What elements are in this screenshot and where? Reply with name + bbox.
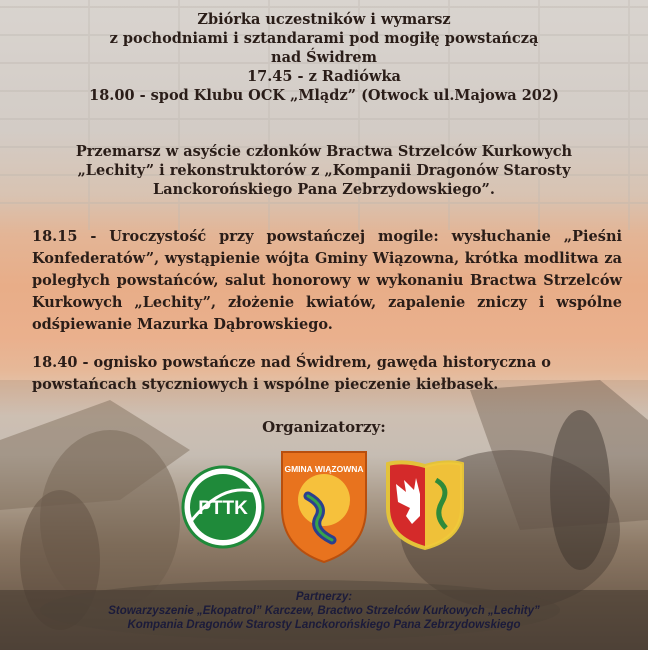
pttk-logo [178,462,268,552]
assembly-line-2: z pochodniami i sztandarami pod mogiłę powstańczą [109,30,539,47]
assembly-line-1: Zbiórka uczestników i wymarsz [197,11,451,28]
bonfire-line-1: 18.40 - ognisko powstańcze nad Świdrem, gawęda historyczna o [32,354,551,371]
partners-title: Partnerzy: [295,591,353,603]
bonfire-line-2: powstańcach styczniowych i wspólne pieczenie kiełbasek. [32,376,499,393]
partners-line-2: Kompania Dragonów Starosty Lanckorońskiego Pana Zebrzydowskiego [127,619,521,631]
bonfire-paragraph [32,352,622,396]
coat-of-arms-logo [384,458,466,552]
gmina-logo-text: GMINA WIĄZOWNA [284,464,364,474]
pttk-logo-text: PTTK [198,498,248,519]
march-line-1: Przemarsz w asyście członków Bractwa Strzelców Kurkowych [75,143,573,160]
gmina-wiazowna-logo [278,448,370,566]
organizers-title: Organizatorzy: [262,418,386,436]
march-line-2: „Lechity” i rekonstruktorów z „Kompanii Dragonów Starosty [77,162,571,179]
assembly-info [0,10,648,105]
ceremony-paragraph: 18.15 - Uroczystość przy powstańczej mogile: wysłuchanie „Pieśni Konfederatów”, wystąpienie wójta Gminy Wiązowna, krótka modlitwa za poległych powstańców, salut honorowy w wykonaniu Bractwa Strzelców Kurkowych „Lechity”, złożenie kwiatów, zapalenie zniczy i wspólne odśpiewanie Mazurka Dąbrowskiego. [32,228,622,333]
partners-line-1: Stowarzyszenie „Ekopatrol” Karczew, Bractwo Strzelców Kurkowych „Lechity” [108,605,540,617]
assembly-line-4: 17.45 - z Radiówka [247,68,401,85]
march-info [0,142,648,199]
partners-section [0,590,648,632]
assembly-line-5: 18.00 - spod Klubu OCK „Mlądz” (Otwock ul.Majowa 202) [89,87,559,104]
assembly-line-3: nad Świdrem [271,49,377,66]
march-line-3: Lanckorońskiego Pana Zebrzydowskiego”. [153,181,495,198]
